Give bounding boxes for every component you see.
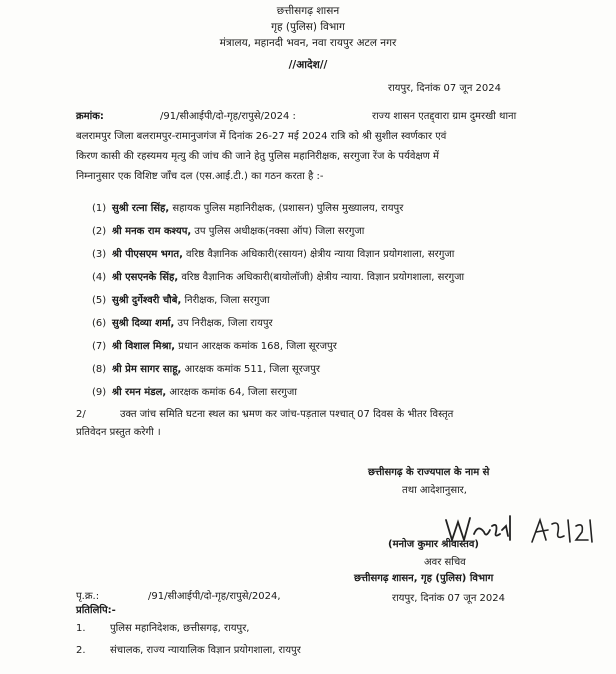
order-para-line-2: बलरामपुर जिला बलरामपुर-रामानुजगंज में दिनांक 26-27 मई 2024 रात्रि को श्री सुशील स्वर्णकार एवं: [76, 131, 447, 142]
member-name: श्री एसएनके सिंह,: [112, 272, 179, 283]
list-item-number: (1): [92, 203, 107, 214]
copy-item-text: पुलिस महानिदेशक, छत्तीसगढ़, रायपुर,: [110, 623, 250, 634]
member-name: श्री प्रेम सागर साहू,: [112, 364, 182, 375]
list-item-number: (5): [92, 295, 107, 306]
copy-item-text: संचालक, राज्य न्यायालिक विज्ञान प्रयोगशाला, रायपुर: [110, 645, 301, 656]
member-designation: निरीक्षक, जिला सरगुजा: [181, 295, 270, 306]
signatory-name: (मनोज कुमार श्रीवास्तव): [388, 539, 479, 550]
endorsement-label: पृ.क्र.:: [76, 591, 100, 602]
list-item: [92, 200, 403, 214]
order-heading: //आदेश//: [288, 59, 328, 71]
header-line-dept: गृह (पुलिस) विभाग: [271, 21, 345, 33]
order-para-line-4: निम्नानुसार एक विशिष्ट जाँच दल (एस.आई.टी.) का गठन करता है :-: [76, 171, 324, 182]
member-name: श्री रमन मंडल,: [112, 387, 167, 398]
para2-line-2: प्रतिवेदन प्रस्तुत करेगी ।: [76, 427, 161, 438]
member-designation: वरिष्ठ वैज्ञानिक अधिकारी(बायोलॉजी) क्षेत्रीय न्याया. विज्ञान प्रयोगशाला, सरगुजा: [178, 272, 465, 283]
list-item: [92, 269, 464, 283]
header-line-govt: छत्तीसगढ़ शासन: [276, 5, 340, 17]
member-designation: उप निरीक्षक, जिला रायपुर: [174, 318, 273, 329]
list-item: [92, 223, 364, 237]
copy-item-number: 2.: [76, 645, 86, 656]
list-item: [92, 246, 454, 260]
member-name: सुश्री दुर्गेश्वरी चौबे,: [112, 295, 182, 306]
list-item: [92, 338, 337, 352]
list-item-number: (6): [92, 318, 107, 329]
signature-date: रायपुर, दिनांक 07 जून 2024: [392, 593, 506, 604]
order-para-line-1: राज्य शासन एतद्द्वारा ग्राम दुमरखी थाना: [372, 111, 517, 122]
kramank-label: क्रमांक:: [76, 111, 104, 122]
order-date: रायपुर, दिनांक 07 जून 2024: [388, 83, 502, 94]
order-authority-line: तथा आदेशानुसार,: [402, 485, 467, 496]
member-designation: आरक्षक कमांक 64, जिला सरगुजा: [166, 387, 297, 398]
member-name: श्री विशाल मिश्रा,: [112, 341, 175, 352]
list-item-number: (9): [92, 387, 107, 398]
list-item: [92, 292, 270, 306]
endorsement-number: /91/सीआईपी/दो-गृह/रापुसे/2024,: [148, 591, 281, 602]
member-name: सुश्री रत्ना सिंह,: [112, 203, 170, 214]
list-item: [92, 361, 320, 375]
para2-number: 2/: [76, 409, 86, 420]
header-line-address: मंत्रालय, महानदी भवन, नवा रायपुर अटल नगर: [219, 37, 397, 49]
signatory-designation: अवर सचिव: [424, 557, 466, 568]
member-designation: उप पुलिस अधीक्षक(नक्सा ऑप) जिला सरगुजा: [191, 226, 365, 237]
signatory-department: छत्तीसगढ़ शासन, गृह (पुलिस) विभाग: [354, 573, 494, 584]
para2-line-1: उक्त जांच समिति घटना स्थल का भ्रमण कर जांच-पड़ताल पश्चात् 07 दिवस के भीतर विस्तृत: [120, 409, 454, 420]
member-designation: आरक्षक कमांक 511, जिला सूरजपुर: [181, 364, 320, 375]
member-designation: प्रधान आरक्षक कमांक 168, जिला सूरजपुर: [175, 341, 337, 352]
kramank-value: /91/सीआईपी/दो-गृह/रापुसे/2024 :: [160, 111, 296, 122]
member-designation: वरिष्ठ वैज्ञानिक अधिकारी(रसायन) क्षेत्रीय न्याया विज्ञान प्रयोगशाला, सरगुजा: [182, 249, 455, 260]
member-designation: सहायक पुलिस महानिरीक्षक, (प्रशासन) पुलिस मुख्यालय, रायपुर: [169, 203, 404, 214]
copy-item-number: 1.: [76, 623, 86, 634]
order-para-line-3: किरण कासी की रहस्यमय मृत्यु की जांच की जाने हेतु पुलिस महानिरीक्षक, सरगुजा रेंज के पर्यवेक्षण में: [76, 151, 439, 162]
list-item: [92, 315, 273, 329]
member-name: श्री पीएस‍एम भगत,: [112, 249, 183, 260]
pratilipi-label: प्रतिलिपि:-: [76, 605, 116, 616]
list-item-number: (2): [92, 226, 107, 237]
list-item-number: (3): [92, 249, 107, 260]
list-item-number: (8): [92, 364, 107, 375]
list-item-number: (7): [92, 341, 107, 352]
list-item: [92, 384, 297, 398]
list-item-number: (4): [92, 272, 107, 283]
governor-authority-line: छत्तीसगढ़ के राज्यपाल के नाम से: [368, 467, 490, 478]
member-name: श्री मनक राम कश्यप,: [112, 226, 192, 237]
member-name: सुश्री दिव्या शर्मा,: [112, 318, 175, 329]
